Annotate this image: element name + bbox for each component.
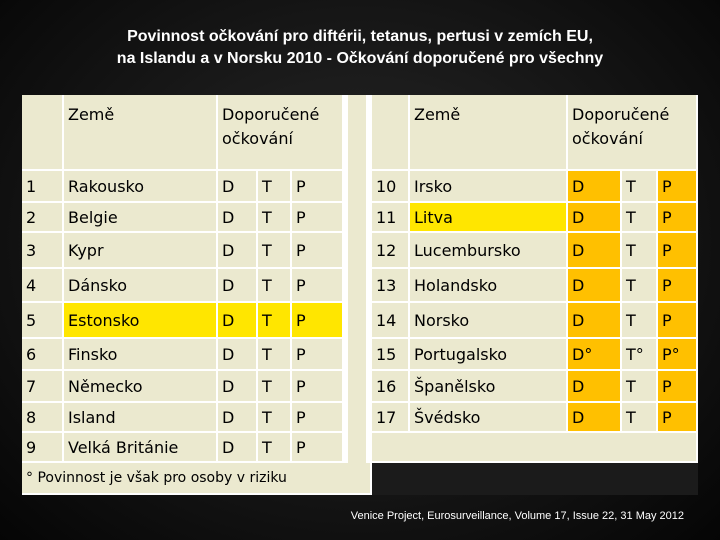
diphtheria-mark: D <box>218 371 258 403</box>
country-name: Dánsko <box>64 269 218 303</box>
pertussis-mark: P <box>292 233 344 269</box>
country-name: Litva <box>410 203 568 233</box>
pertussis-mark: P <box>292 303 344 339</box>
country-name: Španělsko <box>410 371 568 403</box>
row-number: 1 <box>22 171 64 203</box>
country-name: Portugalsko <box>410 339 568 371</box>
diphtheria-mark: D <box>568 269 622 303</box>
header-recommended-right: Doporučené očkování <box>568 95 698 171</box>
country-name: Finsko <box>64 339 218 371</box>
country-name: Velká Británie <box>64 433 218 463</box>
diphtheria-mark: D <box>218 171 258 203</box>
title-line-2: na Islandu a v Norsku 2010 - Očkování doporučené pro všechny <box>116 50 604 67</box>
country-name: Německo <box>64 371 218 403</box>
row-number: 4 <box>22 269 64 303</box>
column-gap-fill <box>348 95 366 465</box>
diphtheria-mark: D <box>568 303 622 339</box>
pertussis-mark: P <box>658 171 698 203</box>
tetanus-mark: T <box>258 433 292 463</box>
diphtheria-mark: D <box>568 371 622 403</box>
country-name: Belgie <box>64 203 218 233</box>
tetanus-mark: T <box>622 303 658 339</box>
row-number: 12 <box>372 233 410 269</box>
row-number: 5 <box>22 303 64 339</box>
pertussis-mark: P <box>292 269 344 303</box>
tetanus-mark: T <box>258 203 292 233</box>
diphtheria-mark: D <box>568 171 622 203</box>
country-name: Rakousko <box>64 171 218 203</box>
diphtheria-mark: D <box>218 303 258 339</box>
header-number-cell-right <box>372 95 410 171</box>
diphtheria-mark: D <box>218 233 258 269</box>
tetanus-mark: T <box>258 269 292 303</box>
row-number: 2 <box>22 203 64 233</box>
diphtheria-mark: D <box>218 269 258 303</box>
footnote: ° Povinnost je však pro osoby v riziku <box>22 463 372 495</box>
row-number: 6 <box>22 339 64 371</box>
page-title <box>0 26 720 70</box>
country-name: Švédsko <box>410 403 568 433</box>
header-country-left: Země <box>64 95 218 171</box>
pertussis-mark: P <box>292 403 344 433</box>
tetanus-mark: T <box>622 203 658 233</box>
tetanus-mark: T <box>258 233 292 269</box>
pertussis-mark: P <box>292 371 344 403</box>
tetanus-mark: T <box>622 171 658 203</box>
diphtheria-mark: D <box>568 203 622 233</box>
header-number-cell <box>22 95 64 171</box>
pertussis-mark: P° <box>658 339 698 371</box>
country-name: Norsko <box>410 303 568 339</box>
pertussis-mark: P <box>292 171 344 203</box>
diphtheria-mark: D <box>568 233 622 269</box>
row-number: 13 <box>372 269 410 303</box>
row-number: 3 <box>22 233 64 269</box>
tetanus-mark: T <box>258 303 292 339</box>
pertussis-mark: P <box>658 203 698 233</box>
country-name: Lucembursko <box>410 233 568 269</box>
vaccination-table <box>22 95 698 495</box>
diphtheria-mark: D° <box>568 339 622 371</box>
pertussis-mark: P <box>658 269 698 303</box>
header-recommended-left: Doporučené očkování <box>218 95 344 171</box>
row-number: 10 <box>372 171 410 203</box>
tetanus-mark: T <box>258 403 292 433</box>
tetanus-mark: T° <box>622 339 658 371</box>
tetanus-mark: T <box>622 269 658 303</box>
row-number: 16 <box>372 371 410 403</box>
pertussis-mark: P <box>658 303 698 339</box>
tetanus-mark: T <box>258 171 292 203</box>
row-number: 9 <box>22 433 64 463</box>
diphtheria-mark: D <box>568 403 622 433</box>
pertussis-mark: P <box>292 339 344 371</box>
source-citation: Venice Project, Eurosurveillance, Volume 17, Issue 22, 31 May 2012 <box>350 510 684 522</box>
tetanus-mark: T <box>622 403 658 433</box>
title-line-1: Povinnost očkování pro diftérii, tetanus, pertusi v zemích EU, <box>127 28 593 45</box>
diphtheria-mark: D <box>218 403 258 433</box>
diphtheria-mark: D <box>218 433 258 463</box>
header-country-right: Země <box>410 95 568 171</box>
empty-cell <box>372 433 698 463</box>
tetanus-mark: T <box>622 371 658 403</box>
tetanus-mark: T <box>258 371 292 403</box>
footer-background <box>372 463 698 495</box>
tetanus-mark: T <box>258 339 292 371</box>
pertussis-mark: P <box>658 403 698 433</box>
pertussis-mark: P <box>658 233 698 269</box>
country-name: Island <box>64 403 218 433</box>
row-number: 14 <box>372 303 410 339</box>
country-name: Estonsko <box>64 303 218 339</box>
tetanus-mark: T <box>622 233 658 269</box>
country-name: Irsko <box>410 171 568 203</box>
country-name: Kypr <box>64 233 218 269</box>
diphtheria-mark: D <box>218 203 258 233</box>
pertussis-mark: P <box>658 371 698 403</box>
row-number: 15 <box>372 339 410 371</box>
row-number: 8 <box>22 403 64 433</box>
row-number: 11 <box>372 203 410 233</box>
row-number: 7 <box>22 371 64 403</box>
pertussis-mark: P <box>292 203 344 233</box>
pertussis-mark: P <box>292 433 344 463</box>
country-name: Holandsko <box>410 269 568 303</box>
diphtheria-mark: D <box>218 339 258 371</box>
row-number: 17 <box>372 403 410 433</box>
